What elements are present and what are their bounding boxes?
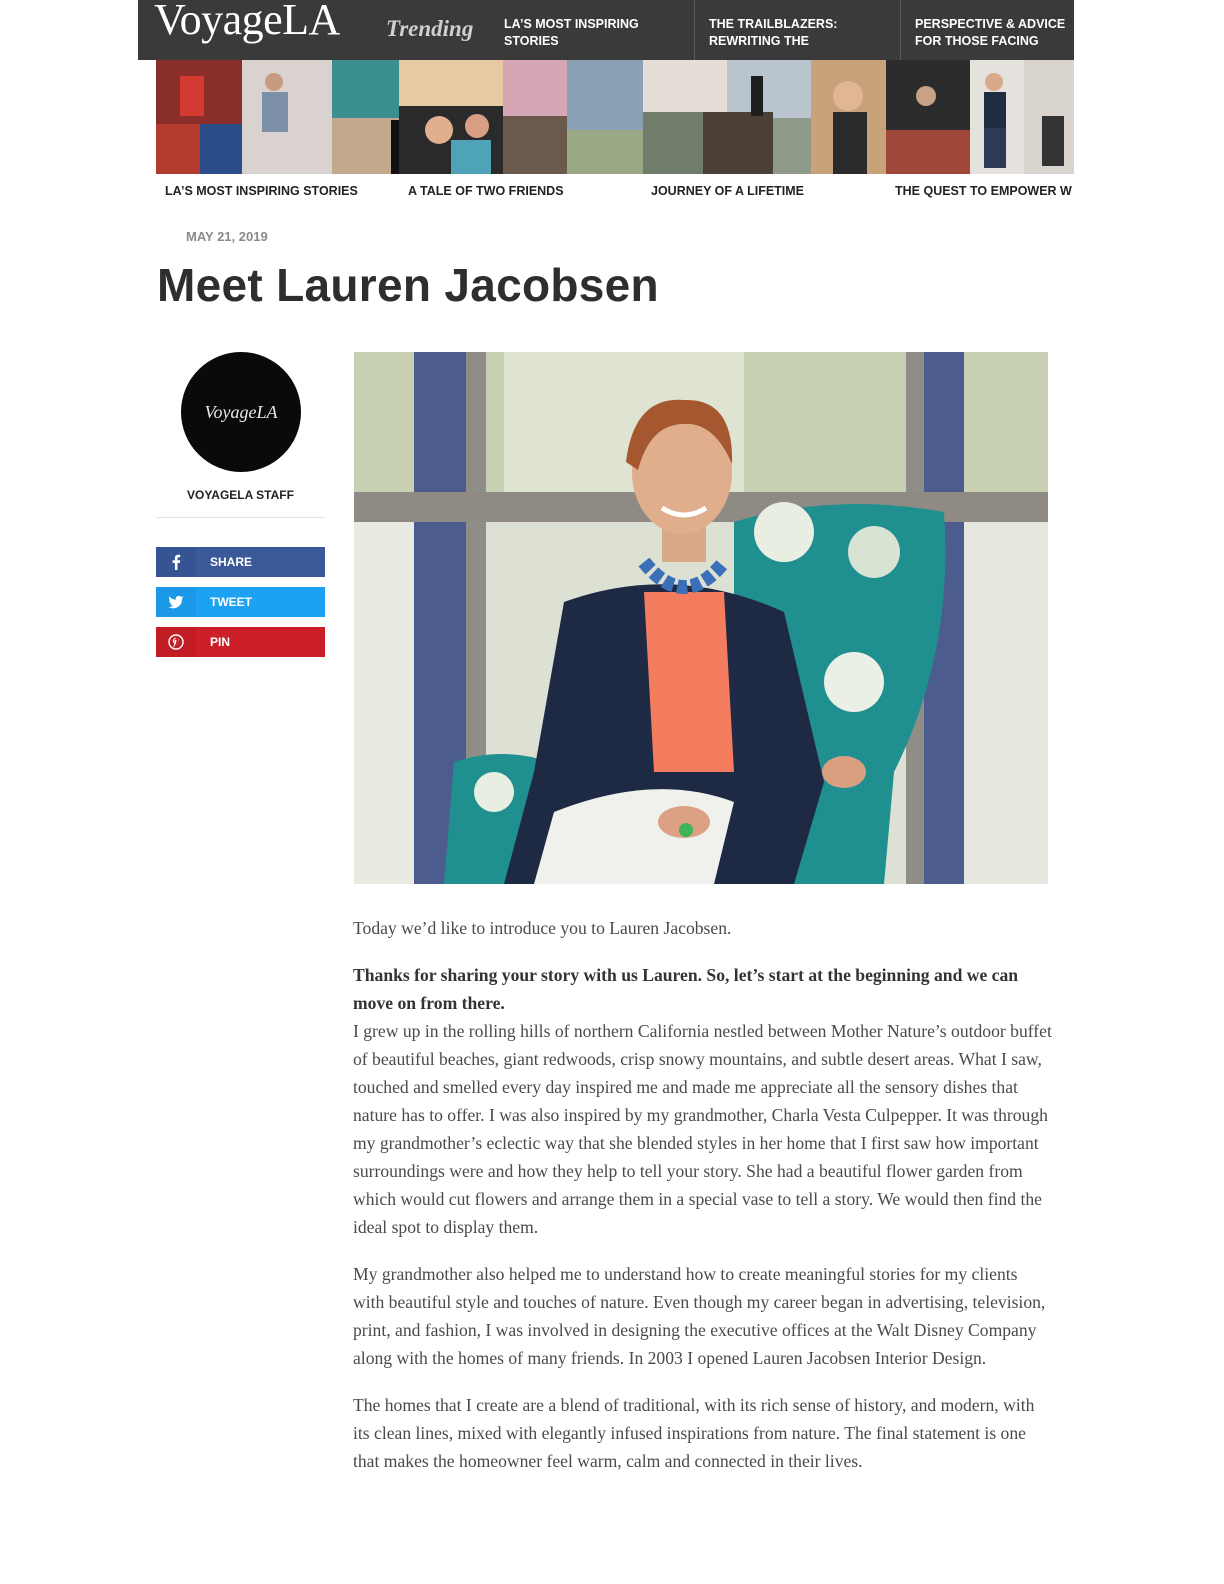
facebook-share-label: SHARE	[210, 555, 253, 569]
interview-question: Thanks for sharing your story with us Lauren. So, let’s start at the beginning and we can move on from there.	[353, 965, 1019, 1013]
featured-thumb-3[interactable]	[643, 60, 886, 174]
featured-label-3[interactable]: JOURNEY OF A LIFETIME	[651, 184, 805, 198]
article-date: MAY 21, 2019	[186, 229, 268, 244]
pinterest-icon	[156, 627, 196, 657]
article-paragraph-3: The homes that I create are a blend of traditional, with its rich sense of history, and modern, with its clean lines, mixed with elegantly infused inspirations from nature. The final statement is one that makes the homeowner feel warm, calm and connected in their lives.	[353, 1395, 1035, 1471]
featured-thumb-1[interactable]	[156, 60, 399, 174]
article-paragraph-1: I grew up in the rolling hills of northern California nestled between Mother Nature’s outdoor buffet of beautiful beaches, giant redwoods, crisp snowy mountains, and subtle desert areas. What I saw, touched and smelled every day inspired me and made me appreciate all the sensory dishes that nature has to offer. I was also inspired by my grandmother, Charla Vesta Culpepper. It was through my grandmother’s eclectic way that she blended styles in her home that I first saw how important surroundings were and how they help to tell your story. She had a beautiful flower garden from which would cut flowers and arrange them in a special vase to tell a story. We would then find the ideal spot to display them.	[353, 1021, 1052, 1237]
featured-label-2[interactable]: A TALE OF TWO FRIENDS	[408, 184, 564, 198]
featured-label-1[interactable]: LA’S MOST INSPIRING STORIES	[165, 184, 358, 198]
twitter-icon	[156, 587, 196, 617]
divider	[156, 517, 325, 518]
featured-strip	[156, 60, 1074, 174]
featured-thumb-4[interactable]	[886, 60, 1074, 174]
pinterest-pin-label: PIN	[210, 635, 231, 649]
article-paragraph-2: My grandmother also helped me to understand how to create meaningful stories for my clients with beautiful style and touches of nature. Even though my career began in advertising, television, print, and fashion, I was involved in designing the executive offices at the Walt Disney Company along with the homes of many friends. In 2003 I opened Lauren Jacobsen Interior Design.	[353, 1264, 1046, 1368]
avatar-logo-text: VoyageLA	[204, 401, 278, 422]
twitter-tweet-button[interactable]	[156, 587, 325, 617]
article-body	[353, 914, 1053, 1494]
article-title: Meet Lauren Jacobsen	[157, 259, 659, 311]
twitter-tweet-label: TWEET	[210, 595, 252, 609]
trending-link-1[interactable]: LA’S MOST INSPIRING STORIES	[504, 17, 639, 48]
trending-link-2[interactable]: THE TRAILBLAZERS: REWRITING THE	[694, 0, 898, 60]
facebook-share-button[interactable]	[156, 547, 325, 577]
top-bar	[138, 0, 1074, 60]
trending-link-3[interactable]: PERSPECTIVE & ADVICE FOR THOSE FACING	[900, 0, 1074, 60]
author-avatar[interactable]	[181, 352, 301, 472]
article-intro: Today we’d like to introduce you to Lauren Jacobsen.	[353, 918, 732, 938]
hero-photo	[354, 352, 1048, 884]
featured-thumb-2[interactable]	[399, 60, 643, 174]
pinterest-pin-button[interactable]	[156, 627, 325, 657]
trending-label: Trending	[386, 16, 474, 41]
author-name[interactable]: VOYAGELA STAFF	[187, 488, 294, 502]
site-logo[interactable]: VoyageLA	[154, 0, 340, 44]
facebook-icon	[156, 547, 196, 577]
featured-label-4[interactable]: THE QUEST TO EMPOWER W	[895, 184, 1072, 198]
